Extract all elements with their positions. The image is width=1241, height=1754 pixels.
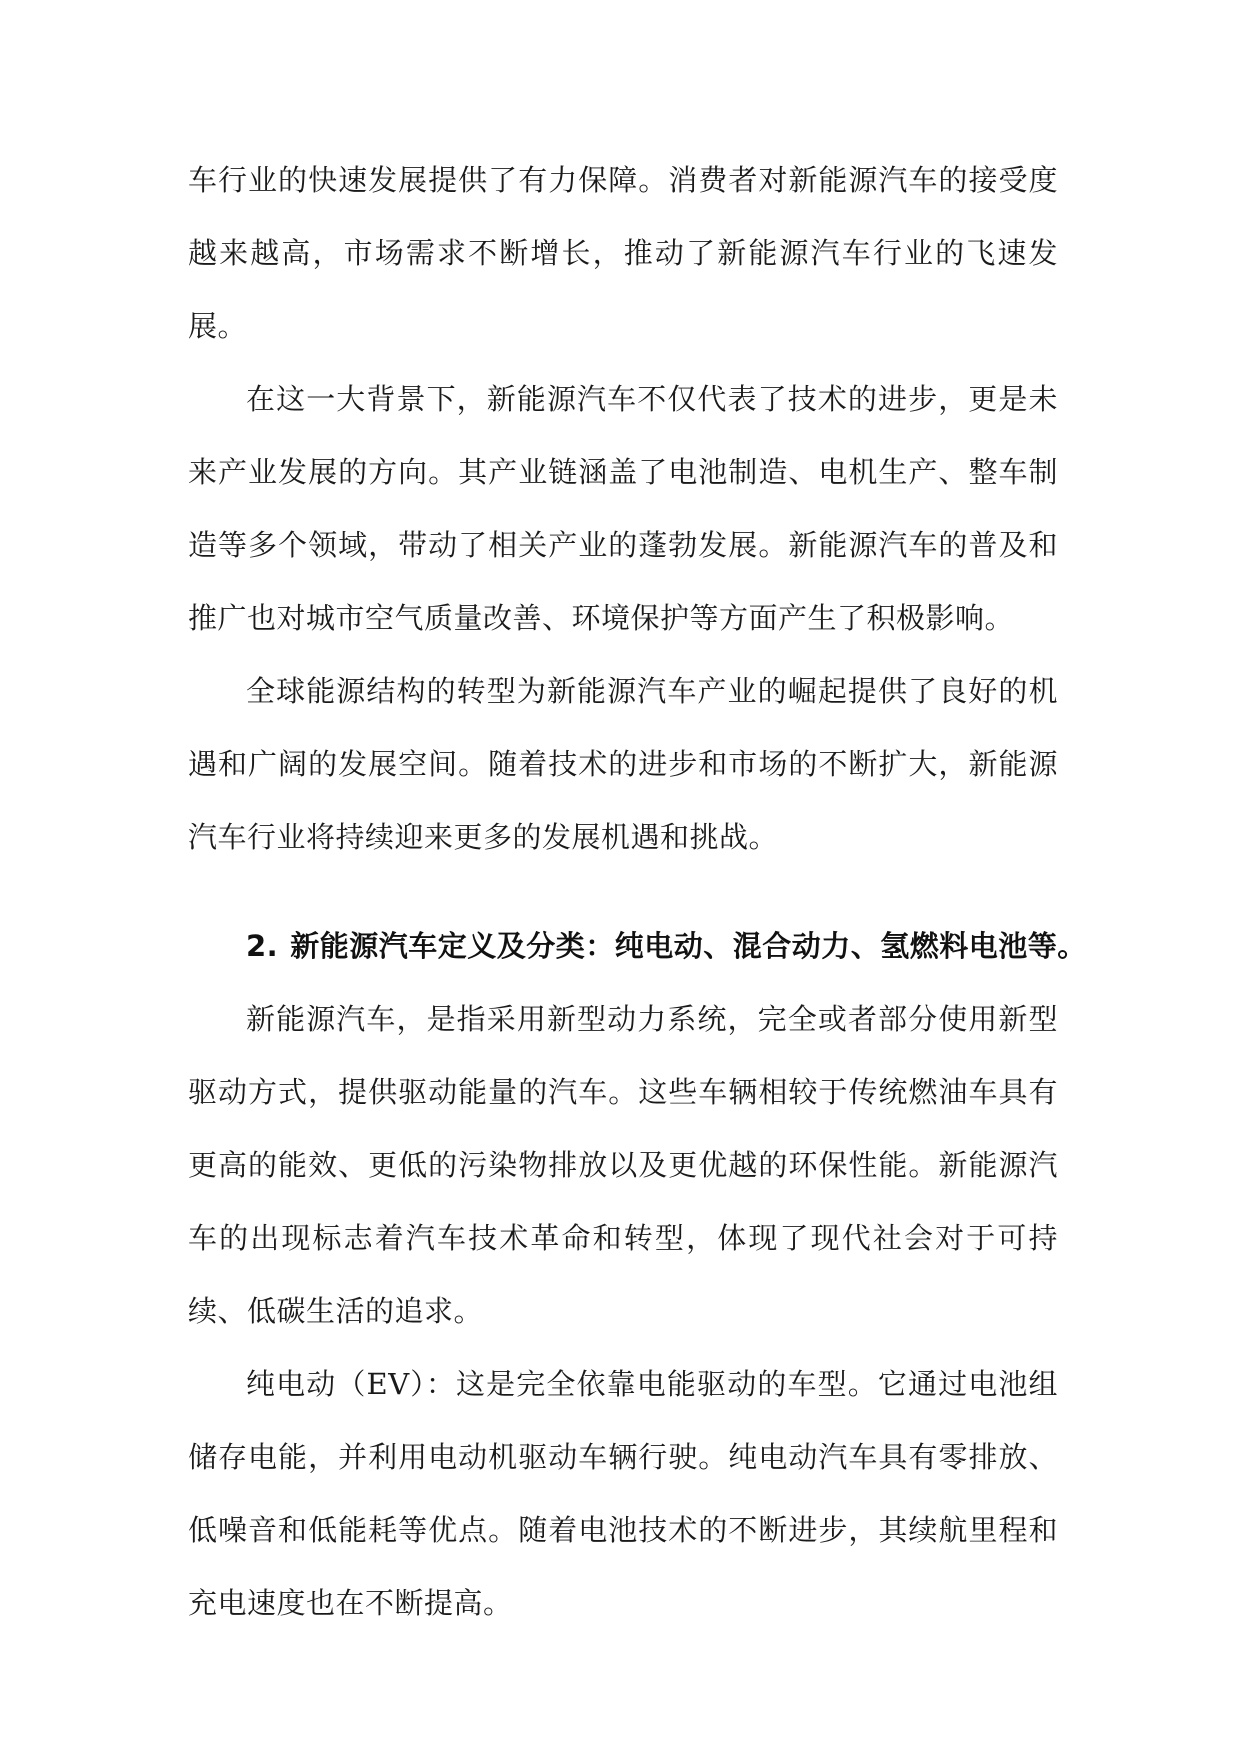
paragraph: 全球能源结构的转型为新能源汽车产业的崛起提供了良好的机遇和广阔的发展空间。随着技术的进步和市场的不断扩大，新能源汽车行业将持续迎来更多的发展机遇和挑战。 bbox=[188, 674, 1058, 854]
section-heading bbox=[188, 910, 1087, 983]
section-title: 新能源汽车定义及分类：纯电动、混合动力、氢燃料电池等。 bbox=[290, 929, 1087, 963]
paragraph: 新能源汽车，是指采用新型动力系统，完全或者部分使用新型驱动方式，提供驱动能量的汽车。这些车辆相较于传统燃油车具有更高的能效、更低的污染物排放以及更优越的环保性能。新能源汽车的出现标志着汽车技术革命和转型，体现了现代社会对于可持续、低碳生活的追求。 bbox=[188, 1002, 1058, 1328]
paragraph: 纯电动（EV）：这是完全依靠电能驱动的车型。它通过电池组储存电能，并利用电动机驱动车辆行驶。纯电动汽车具有零排放、低噪音和低能耗等优点。随着电池技术的不断进步，其续航里程和充电速度也在不断提高。 bbox=[188, 1367, 1058, 1620]
paragraph-continuation: 车行业的快速发展提供了有力保障。消费者对新能源汽车的接受度越来越高，市场需求不断增长，推动了新能源汽车行业的飞速发展。 bbox=[188, 163, 1058, 343]
document-body bbox=[188, 144, 1087, 1640]
paragraph: 在这一大背景下，新能源汽车不仅代表了技术的进步，更是未来产业发展的方向。其产业链涵盖了电池制造、电机生产、整车制造等多个领域，带动了相关产业的蓬勃发展。新能源汽车的普及和推广也对城市空气质量改善、环境保护等方面产生了积极影响。 bbox=[188, 382, 1058, 635]
section-number: 2. bbox=[246, 929, 279, 963]
